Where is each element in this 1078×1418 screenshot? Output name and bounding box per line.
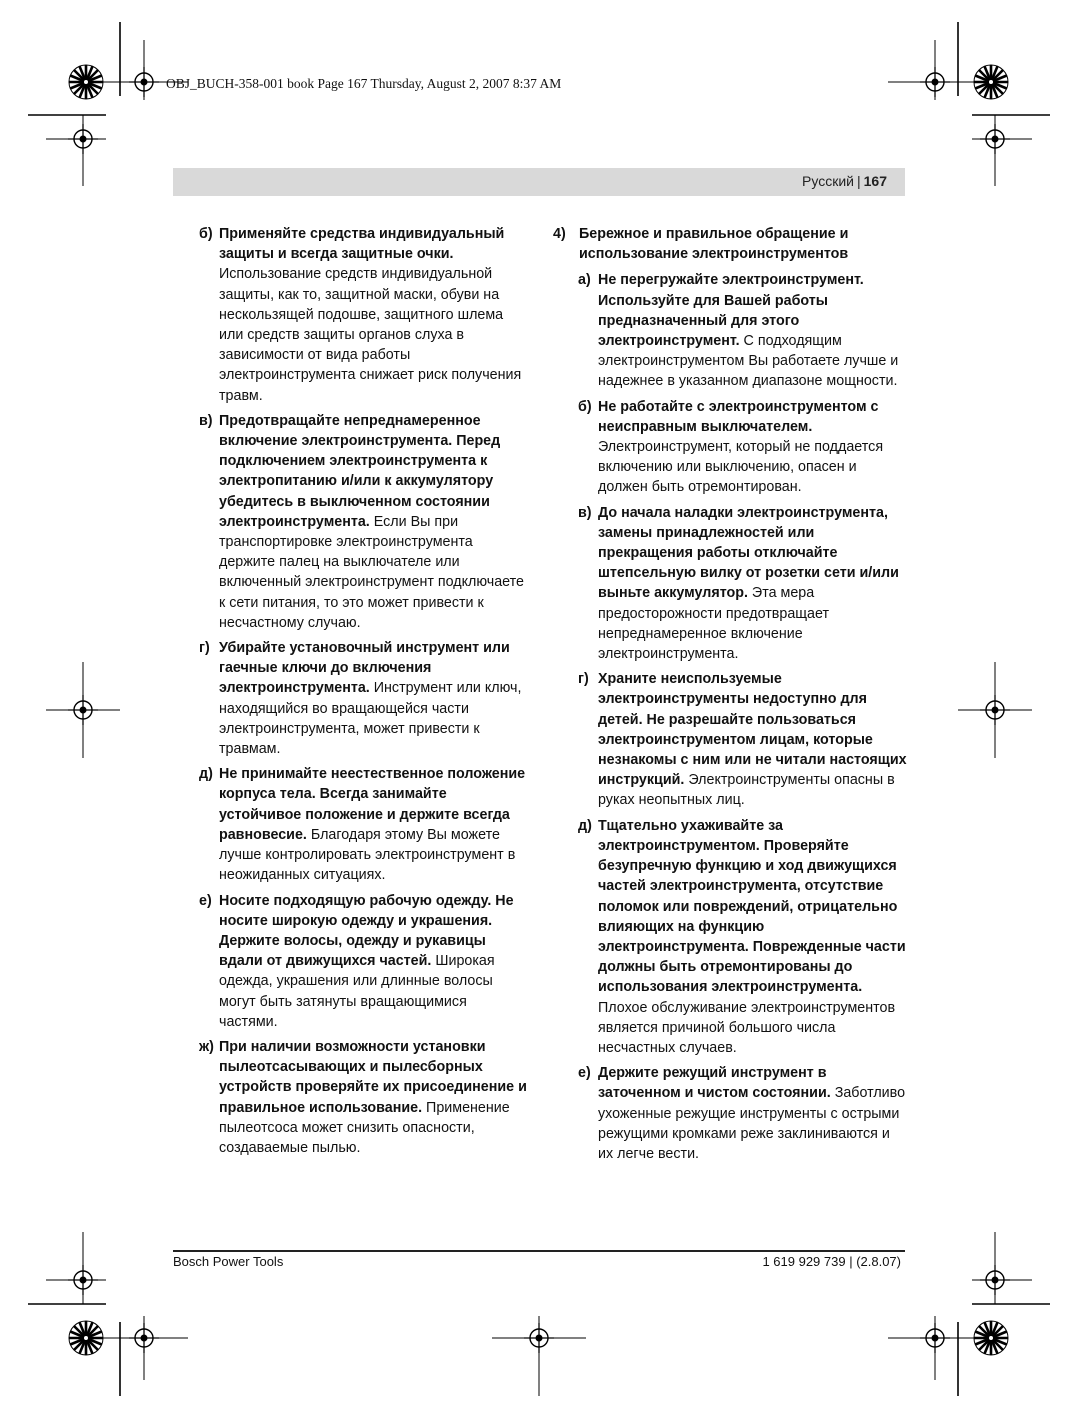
registration-mark-icon — [980, 124, 1010, 154]
star-target-icon — [974, 1321, 1008, 1355]
registration-mark-icon — [920, 1323, 950, 1353]
section-heading: 4) Бережное и правильное обращение и использование электроинструментов — [553, 226, 849, 263]
list-item: е) Держите режущий инструмент в заточенном и чистом состоянии. Заботливо ухоженные режущие инструменты с острыми режущими кромками реже заклиниваются и их легче вести. — [578, 1065, 906, 1162]
registration-mark-icon — [524, 1323, 554, 1353]
list-item: ж) При наличии возможности установки пылеотсасывающих и пылесборных устройств проверяйте их присоединение и правильное использование. Применение пылеотсоса может снизить опасности, создаваемые пылью. — [199, 1038, 527, 1156]
star-target-icon — [69, 65, 103, 99]
left-column — [199, 224, 529, 1163]
registration-mark-icon — [68, 124, 98, 154]
registration-mark-icon — [68, 695, 98, 725]
page-number: 167 — [863, 173, 887, 189]
registration-mark-icon — [129, 67, 159, 97]
list-item: б) Не работайте с электроинструментом с неисправным выключателем. Электроинструмент, который не поддается включению или выключению, опасен и должен быть отремонтирован. — [578, 398, 884, 496]
print-slug: OBJ_BUCH-358-001 book Page 167 Thursday, August 2, 2007 8:37 AM — [166, 76, 562, 91]
list-item: д) Тщательно ухаживайте за электроинструментом. Проверяйте безупречную функцию и ход движущихся частей электроинструмента, отсутствие поломок или повреждений, отрицательно влияющих на функцию электроинструмента. Поврежденные части должны быть отремонтированы до использования электроинструмента. Плохое обслуживание электроинструментов является причиной большого числа несчастных случаев. — [578, 817, 906, 1056]
list-item: в) До начала наладки электроинструмента, замены принадлежностей или прекращения работы отключайте штепсельную вилку от розетки сети и/или выньте аккумулятор. Эта мера предосторожности предотвращает непреднамеренное включение электроинструмента. — [578, 504, 899, 663]
footer-brand: Bosch Power Tools — [173, 1254, 284, 1269]
header-language: Русский — [802, 173, 854, 189]
list-item: в) Предотвращайте непреднамеренное включение электроинструмента. Перед подключением электроинструмента к электропитанию и/или к аккумулятору убедитесь в выключенном состоянии электроинструмента. Если Вы при транспортировке электроинструмента держите палец на выключателе или включенный электроинструмент подключаете к сети питания, то это может привести к несчастному случаю. — [199, 412, 524, 631]
registration-mark-icon — [920, 67, 950, 97]
registration-mark-icon — [980, 1265, 1010, 1295]
footer-doc-number: 1 619 929 739 | (2.8.07) — [762, 1254, 901, 1269]
list-item: г) Храните неиспользуемые электроинструменты недоступно для детей. Не разрешайте пользоваться электроинструментом лицам, которые незнакомы с ним или не читали настоящих инструкций. Электроинструменты опасны в руках неопытных лиц. — [578, 671, 907, 809]
list-item: д) Не принимайте неестественное положение корпуса тела. Всегда занимайте устойчивое положение и держите всегда равновесие. Благодаря этому Вы можете лучше контролировать электроинструмент в неожиданных ситуациях. — [199, 766, 526, 884]
list-item: б) Применяйте средства индивидуальный защиты и всегда защитные очки. Использование средств индивидуальной защиты, как то, защитной маски, обуви на нескользящей подошве, защитного шлема или средств защиты органов слуха в зависимости от вида работы электроинструмента снижает риск получения травм. — [199, 226, 522, 404]
star-target-icon — [974, 65, 1008, 99]
star-target-icon — [69, 1321, 103, 1355]
running-header — [173, 168, 905, 196]
registration-mark-icon — [68, 1265, 98, 1295]
registration-mark-icon — [980, 695, 1010, 725]
header-separator: | — [857, 173, 861, 189]
footer-rule — [173, 1250, 905, 1252]
list-item: е) Носите подходящую рабочую одежду. Не носите широкую одежду и украшения. Держите волосы, одежду и рукавицы вдали от движущихся частей. Широкая одежда, украшения или длинные волосы могут быть затянуты вращающимися частями. — [199, 892, 514, 1030]
right-column — [553, 224, 908, 1169]
list-item: г) Убирайте установочный инструмент или гаечные ключи до включения электроинструмента. Инструмент или ключ, находящийся во вращающейся части электроинструмента, может привести к травмам. — [199, 640, 522, 758]
list-item: а) Не перегружайте электроинструмент. Используйте для Вашей работы предназначенный для этого электроинструмент. С подходящим электроинструментом Вы работаете лучше и надежнее в указанном диапазоне мощности. — [578, 272, 899, 390]
registration-mark-icon — [129, 1323, 159, 1353]
